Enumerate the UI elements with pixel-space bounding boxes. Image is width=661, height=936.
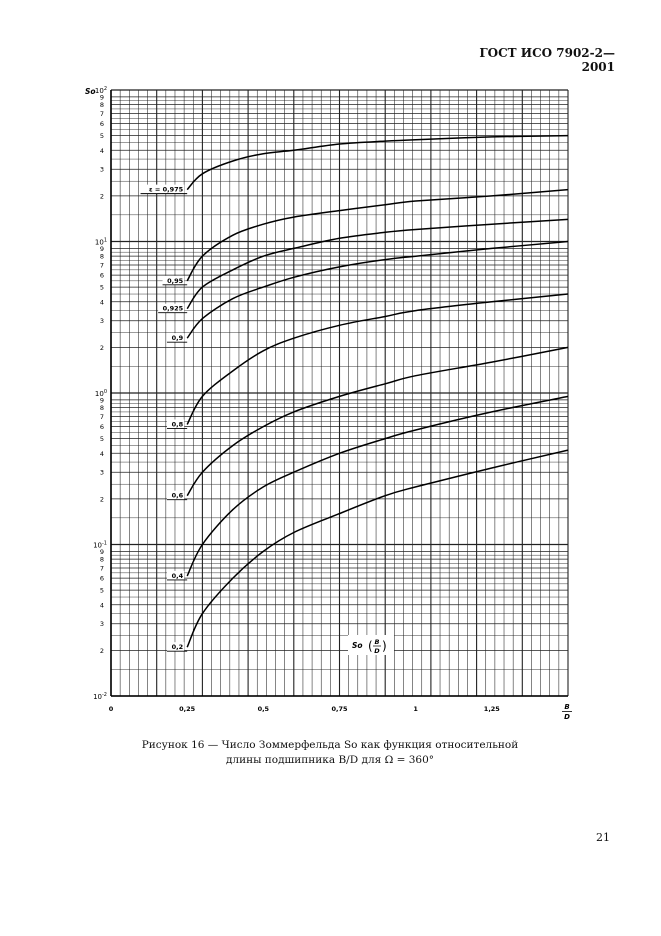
annotation-denominator: D bbox=[374, 647, 380, 655]
annotation-numerator: B bbox=[374, 638, 380, 646]
curve-series-1 bbox=[187, 190, 568, 281]
y-decade-label: $10^2$ bbox=[94, 86, 107, 95]
y-minor-label: 6 bbox=[99, 423, 104, 432]
caption-line-2: длины подшипника B/D для Ω = 360° bbox=[225, 754, 435, 766]
y-minor-label: 6 bbox=[99, 574, 104, 583]
y-decade-label: $10^{-2}$ bbox=[93, 692, 107, 701]
page-number: 21 bbox=[596, 831, 610, 844]
chart-extras bbox=[348, 635, 394, 655]
y-minor-label: 9 bbox=[99, 244, 104, 253]
x-tick-label: 0,25 bbox=[179, 705, 196, 713]
y-minor-label: 2 bbox=[99, 646, 104, 655]
y-minor-label: 7 bbox=[99, 109, 104, 118]
annotation-paren-close: ) bbox=[382, 639, 387, 653]
y-minor-label: 6 bbox=[99, 271, 104, 280]
x-axis-title-denominator: D bbox=[564, 713, 570, 721]
y-minor-label: 9 bbox=[99, 396, 104, 405]
y-minor-label: 3 bbox=[99, 620, 104, 629]
curve-label: 0,925 bbox=[162, 304, 184, 313]
y-axis-title: So bbox=[85, 87, 96, 96]
x-tick-label: 0 bbox=[108, 705, 114, 713]
y-decade-label: $10^{-1}$ bbox=[93, 540, 107, 550]
caption-line-1: Рисунок 16 — Число Зоммерфельда So как функция относительной bbox=[141, 739, 519, 751]
y-minor-label: 4 bbox=[99, 449, 104, 458]
x-tick-label: 1 bbox=[413, 705, 418, 713]
curve-series-2 bbox=[187, 219, 568, 308]
curve-series-0 bbox=[187, 136, 568, 190]
curve-label: 0,8 bbox=[171, 420, 184, 429]
curve-label: 0,4 bbox=[171, 571, 184, 580]
y-minor-label: 4 bbox=[99, 146, 104, 155]
curve-label: ε = 0,975 bbox=[149, 185, 184, 194]
curve-label: 0,95 bbox=[167, 276, 184, 285]
y-minor-label: 8 bbox=[99, 252, 104, 261]
y-decade-label: $10^1$ bbox=[94, 237, 107, 247]
y-minor-label: 5 bbox=[99, 586, 104, 595]
y-decade-exponent: -1 bbox=[102, 540, 107, 547]
y-minor-label: 5 bbox=[99, 283, 104, 292]
y-decade-label: $10^0$ bbox=[94, 389, 107, 398]
y-axis-labels bbox=[85, 86, 107, 701]
y-minor-label: 3 bbox=[99, 317, 104, 326]
y-minor-label: 9 bbox=[99, 547, 104, 556]
x-axis-title-numerator: B bbox=[564, 703, 570, 711]
y-minor-label: 2 bbox=[99, 495, 104, 504]
y-minor-label: 2 bbox=[99, 192, 104, 201]
x-tick-label: 1,25 bbox=[483, 705, 500, 713]
y-minor-label: 9 bbox=[99, 93, 104, 102]
y-minor-label: 5 bbox=[99, 132, 104, 141]
x-tick-label: 0,75 bbox=[331, 705, 348, 713]
curve-series-7 bbox=[187, 450, 568, 647]
y-minor-label: 2 bbox=[99, 343, 104, 352]
y-minor-label: 7 bbox=[99, 412, 104, 421]
y-decade-exponent: 1 bbox=[103, 237, 107, 244]
x-tick-label: 0,5 bbox=[257, 705, 270, 713]
annotation-so: So bbox=[352, 641, 363, 650]
y-minor-label: 5 bbox=[99, 435, 104, 444]
y-minor-label: 7 bbox=[99, 564, 104, 573]
y-decade-exponent: 0 bbox=[103, 389, 107, 395]
x-axis-labels bbox=[109, 703, 572, 721]
y-minor-label: 8 bbox=[99, 555, 104, 564]
y-minor-label: 8 bbox=[99, 404, 104, 413]
curve-series-4 bbox=[187, 294, 568, 425]
y-minor-label: 3 bbox=[99, 165, 104, 174]
curve-label: 0,9 bbox=[171, 334, 184, 343]
annotation-paren-open: ( bbox=[368, 639, 373, 653]
y-minor-label: 6 bbox=[99, 120, 104, 129]
curve-label: 0,2 bbox=[171, 643, 184, 652]
y-minor-label: 8 bbox=[99, 101, 104, 110]
y-decade-exponent: 2 bbox=[103, 86, 107, 92]
y-minor-label: 4 bbox=[99, 298, 104, 307]
y-decade-exponent: -2 bbox=[102, 692, 107, 698]
y-minor-label: 3 bbox=[99, 468, 104, 477]
curve-series-6 bbox=[187, 396, 568, 576]
figure-caption bbox=[120, 738, 540, 768]
curve-label: 0,6 bbox=[171, 491, 184, 500]
chart-grid bbox=[111, 90, 568, 696]
standard-header: ГОСТ ИСО 7902-2—2001 bbox=[479, 46, 615, 74]
y-minor-label: 4 bbox=[99, 601, 104, 610]
y-minor-label: 7 bbox=[99, 261, 104, 270]
